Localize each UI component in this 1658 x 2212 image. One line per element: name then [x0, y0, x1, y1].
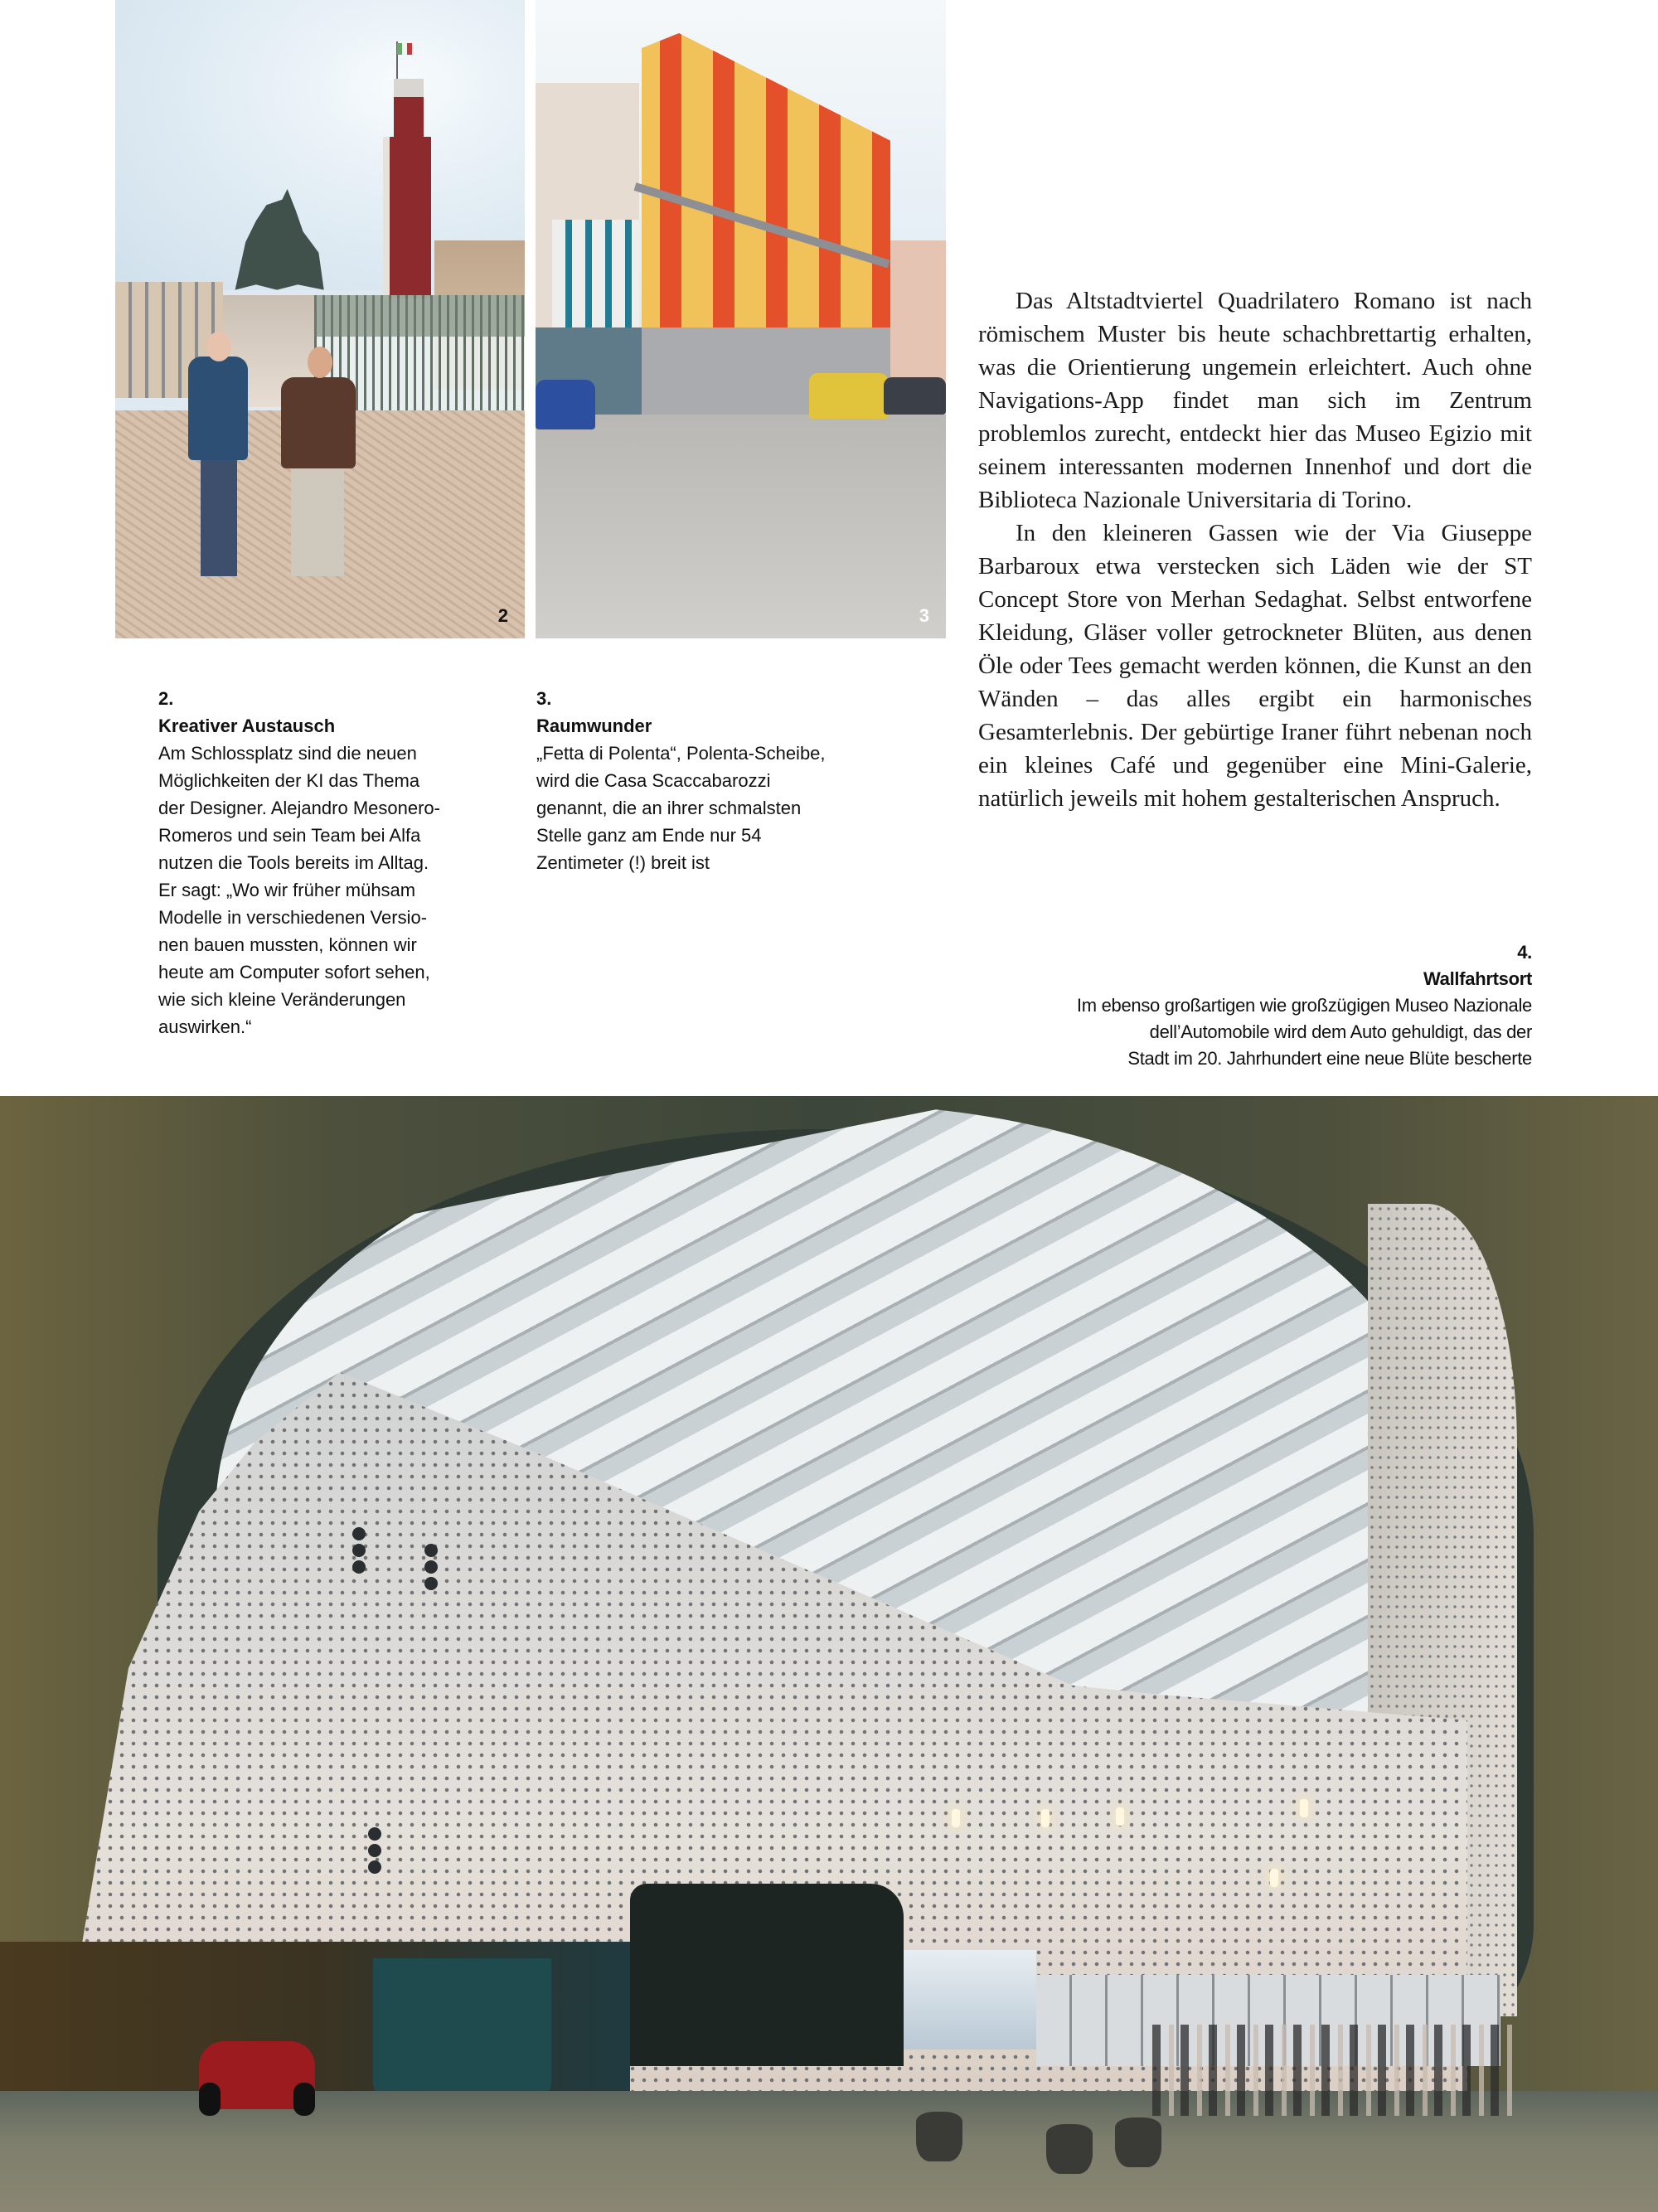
tower-top [394, 79, 424, 140]
article-body [978, 284, 1532, 815]
wall-light [1300, 1799, 1308, 1817]
red-tower [383, 137, 431, 298]
wall-opening [630, 1884, 904, 2066]
photo-casa-scaccabarozzi [536, 0, 946, 638]
person-1-jacket [188, 357, 248, 460]
person-1-legs [201, 460, 237, 576]
photo-number-label: 2 [497, 605, 508, 626]
wall-hole [368, 1827, 381, 1841]
caption-title: Wallfahrtsort [1423, 968, 1532, 989]
blue-car [536, 380, 595, 429]
wall-light [1116, 1807, 1124, 1826]
wall-hole [352, 1544, 366, 1557]
wall-hole [368, 1860, 381, 1874]
yellow-van [809, 373, 888, 419]
spun-chair [1046, 2124, 1093, 2174]
photo-automobile-museum [0, 1096, 1658, 2212]
caption-number: 2. [158, 688, 174, 709]
wall-hole [352, 1527, 366, 1540]
striped-building [552, 220, 639, 327]
caption-body: Am Schlossplatz sind die neuen Möglichkeiten der KI das Thema der Designer. Alejandro Mesonero- Romeros und sein Team bei Alfa nutzen die Tools bereits im Alltag. Er sagt: „Wo wir früher mühsam Modelle in verschiedenen Versio- nen bauen mussten, können wir heute am Computer sofort sehen, wie sich kleine Veränderungen auswirken.“ [158, 743, 440, 1037]
article-paragraph: In den kleineren Gassen wie der Via Giuseppe Barbaroux etwa verstecken sich Läden wie der ST Concept Store von Merhan Sedaghat. Selbst entworfene Kleidung, Gläser voller getrockneter Blüten, aus denen Öle oder Tees gemacht werden können, die Kunst an den Wänden – das alles ergibt ein harmonisches Gesamterlebnis. Der gebürtige Iraner führt nebenan noch ein kleines Café und gegenüber eine Mini-Galerie, natürlich jeweils mit hohem gestalterischen Anspruch. [978, 520, 1532, 812]
wall-hole [368, 1844, 381, 1857]
caption-title: Raumwunder [536, 716, 652, 736]
projection-screen [904, 1950, 1036, 2049]
article-paragraph: Das Altstadtviertel Quadrilatero Romano ist nach römischem Muster bis heute schachbrettartig erhalten, was die Orientierung ungemein erleichtert. Auch ohne Navigations-App findet man sich im Zentrum problemlos zurecht, entdeckt hier das Museo Egizio mit seinem interessanten modernen Innenhof und dort die Biblioteca Nazionale Universitaria di Torino. [978, 288, 1532, 513]
person-2-head [308, 347, 332, 378]
car-wheel [199, 2083, 221, 2116]
wall-light [1041, 1809, 1050, 1827]
spun-chair [1115, 2117, 1161, 2167]
person-2-legs [291, 468, 344, 576]
photo-number-label: 3 [919, 605, 929, 626]
street [536, 415, 946, 638]
caption-title: Kreativer Austausch [158, 716, 336, 736]
photo-piazza-castello [115, 0, 525, 638]
caption-body: Im ebenso großartigen wie großzügigen Museo Nazionale dell’Automobile wird dem Auto gehuldigt, das der Stadt im 20. Jahrhundert eine neue Blüte bescherte [1076, 995, 1532, 1069]
wall-light [1270, 1869, 1278, 1887]
person-2-jacket [281, 377, 356, 468]
caption-body: „Fetta di Polenta“, Polenta-Scheibe, wird die Casa Scaccabarozzi genannt, die an ihrer schmalsten Stelle ganz am Ende nur 54 Zentimeter (!) breit ist [536, 743, 826, 873]
caption-3 [536, 685, 893, 876]
caption-number: 4. [1517, 942, 1532, 963]
caption-4 [952, 939, 1532, 1072]
wall-hole [424, 1544, 438, 1557]
wall-hole [352, 1560, 366, 1574]
person-1-head [206, 332, 231, 361]
wall-light [952, 1809, 960, 1827]
wall-hole [424, 1577, 438, 1590]
italian-flag [397, 43, 412, 55]
visitor-group [1152, 2025, 1517, 2116]
caption-2 [158, 685, 507, 1041]
gate-band [314, 295, 525, 337]
spun-chair [916, 2112, 962, 2161]
cylindrical-pillar [373, 1958, 551, 2099]
car-wheel [293, 2083, 315, 2116]
caption-number: 3. [536, 688, 552, 709]
wall-hole [424, 1560, 438, 1574]
dark-car [884, 377, 946, 415]
